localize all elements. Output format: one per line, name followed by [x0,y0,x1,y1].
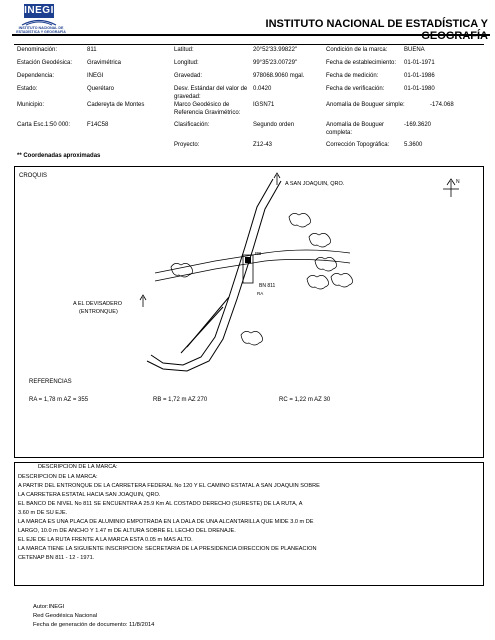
croquis-drawing [15,167,483,457]
marco-value: IGSN71 [253,102,275,108]
description-line: DESCRIPCION DE LA MARCA: [18,474,98,480]
denominacion-label: Denominación: [17,47,58,53]
inegi-logo [14,4,68,36]
correccion-label: Corrección Topográfica: [326,142,390,148]
anomalia-completa-label: Anomalía de Bouguer completa: [326,122,385,136]
clasificacion-label: Clasificación: [174,122,210,128]
description-line: A PARTIR DEL ENTRONQUE DE LA CARRETERA FEDERAL No 120 Y EL CAMINO ESTATAL A SAN JOAQUIN SOBRE [18,483,320,489]
reference-ra: RA = 1,78 m AZ = 355 [29,397,89,403]
fecha-medicion-value: 01-01-1986 [404,73,435,79]
latitud-label: Latitud: [174,47,194,53]
condicion-label: Condición de la marca: [326,47,388,53]
desv-estandar-value: 0.0420 [253,86,272,92]
fecha-establecimiento-label: Fecha de establecimiento: [326,60,397,66]
bn-label: BN 811 [259,283,276,289]
description-line: LA MARCA TIENE LA SIGUIENTE INSCRIPCION: SECRETARIA DE LA PRESIDENCIA DIRECCION DE PLANEACION [18,546,317,552]
table-rule [14,44,484,45]
description-line: CETENAP BN 811 - 12 - 1971. [18,555,95,561]
croquis-panel [14,166,484,458]
anomalia-completa-value: -169.3620 [404,122,432,128]
footer-fecha: Fecha de generación de documento: 11/8/2014 [33,622,155,628]
estado-label: Estado: [17,86,38,92]
estacion-label: Estación Geodésica: [17,60,73,66]
fecha-verificacion-value: 01-01-1980 [404,86,435,92]
municipio-label: Municipio: [17,102,45,108]
dependencia-value: INEGI [87,73,104,79]
anomalia-simple-value: -174.068 [430,102,454,108]
logo-caption: INSTITUTO NACIONAL DE ESTADÍSTICA Y GEOGRAFÍA [16,26,66,34]
entronque-label: (ENTRONQUE) [79,309,118,315]
rb-mark: RB [255,251,262,256]
estado-value: Querétaro [87,86,115,92]
latitud-value: 20°52'33.99822" [253,47,298,53]
north-label: N [456,179,460,185]
description-line: LARGO, 10.0 m DE ANCHO Y 1.47 m DE ALTURA SOBRE EL LECHO DEL DRENAJE. [18,528,236,534]
estacion-value: Gravimétrica [87,60,122,66]
footer-red: Red Geodésica Nacional [33,613,98,619]
denominacion-value: 811 [87,47,97,53]
clasificacion-value: Segundo orden [253,122,295,128]
reference-rc: RC = 1,22 m AZ 30 [279,397,331,403]
to-san-joaquin-label: A SAN JOAQUIN, QRO. [285,181,345,187]
description-line: EL EJE DE LA RUTA FRENTE A LA MARCA ESTA 0.05 m MAS ALTO. [18,537,193,543]
fecha-establecimiento-value: 01-01-1971 [404,60,435,66]
longitud-value: 99°35'23.00729" [253,60,298,66]
correccion-value: 5.3600 [404,142,423,148]
logo-arcs-icon [20,18,58,26]
footer-autor: Autor:INEGI [33,604,65,610]
desv-estandar-label: Desv. Estándar del valor de gravedad: [174,86,248,100]
description-line: 3.60 m DE SU EJE. [18,510,68,516]
header-rule [12,34,490,36]
carta-value: F14C58 [87,122,109,128]
dependencia-label: Dependencia: [17,73,55,79]
marco-label: Marco Geodésico de Referencia Gravimétrico: [174,102,241,116]
gravedad-label: Gravedad: [174,73,203,79]
to-el-devisadero-label: A EL DEVISADERO [73,301,123,307]
fecha-verificacion-label: Fecha de verificación: [326,86,385,92]
referencias-label: REFERENCIAS [29,379,72,385]
longitud-label: Longitud: [174,60,199,66]
logo-wordmark: INEGI [24,5,54,16]
croquis-label: CROQUIS [19,173,48,179]
gravedad-value: 978068.9060 mgal. [253,73,305,79]
coordinates-note: ** Coordenadas aproximadas [17,153,101,159]
condicion-value: BUENA [404,47,425,53]
description-line: LA CARRETERA ESTATAL HACIA SAN JOAQUIN, QRO. [18,492,161,498]
page-title: INSTITUTO NACIONAL DE ESTADÍSTICA Y GEOGRAFÍA [265,18,488,42]
anomalia-simple-label: Anomalía de Bouguer simple: [326,102,405,108]
description-heading: DESCRIPCION DE LA MARCA: [38,464,118,470]
ra-mark: RA [257,291,264,296]
fecha-medicion-label: Fecha de medición: [326,73,379,79]
description-line: EL BANCO DE NIVEL No 811 SE ENCUENTRA A 25.9 Km AL COSTADO DERECHO (SURESTE) DE LA RUTA, A [18,501,303,507]
reference-rb: RB = 1,72 m AZ 270 [153,397,208,403]
carta-label: Carta Esc.1:50 000: [17,122,71,128]
proyecto-value: Z12-43 [253,142,273,148]
description-line: LA MARCA ES UNA PLACA DE ALUMINIO EMPOTRADA EN LA DALA DE UNA ALCANTARILLA QUE MIDE 3.0 m DE [18,519,314,525]
municipio-value: Cadereyta de Montes [87,102,145,108]
proyecto-label: Proyecto: [174,142,200,148]
